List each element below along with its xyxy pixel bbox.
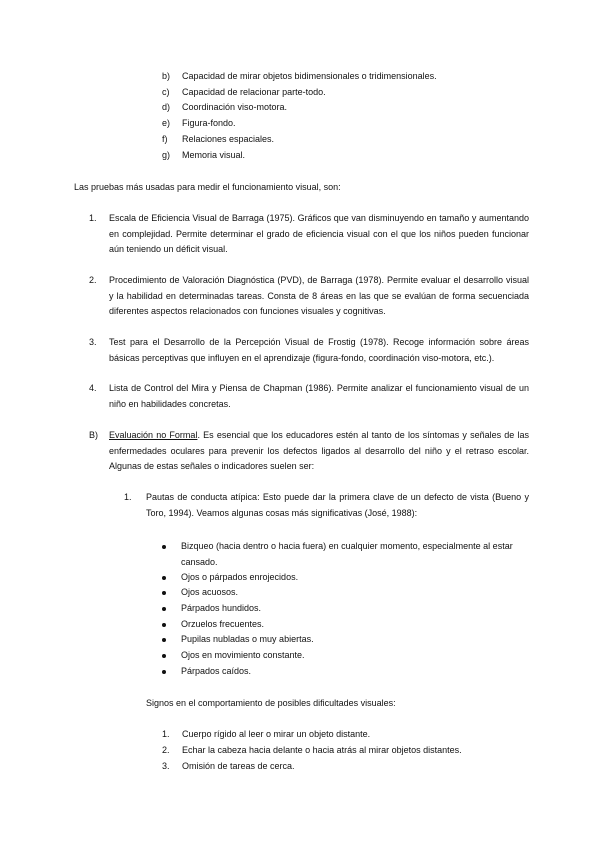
list-item-text: Echar la cabeza hacia delante o hacia atrás al mirar objetos distantes. [182,745,462,755]
list-marker: c) [162,87,170,97]
list-item-text: Lista de Control del Mira y Piensa de Chapman (1986). Permite analizar el funcionamiento visual de un niño en habilidades concretas. [109,383,529,409]
list-marker: g) [162,150,171,160]
section-b-body [109,428,529,475]
list-item-text: Relaciones espaciales. [182,134,275,144]
bullet-icon [162,623,166,627]
signs-heading: Signos en el comportamiento de posibles dificultades visuales: [146,698,396,708]
list-item-text: Omisión de tareas de cerca. [182,761,295,771]
list-item [162,85,326,101]
list-item-text: Párpados hundidos. [181,603,262,613]
list-marker: 4. [89,383,97,393]
list-item-text: Párpados caídos. [181,666,252,676]
section-title: Evaluación no Formal [109,430,198,440]
list-item-text: Cuerpo rígido al leer o mirar un objeto distante. [182,729,371,739]
list-marker: 1. [162,729,170,739]
list-marker: 1. [124,492,132,502]
list-item [162,617,529,633]
bullet-icon [162,654,166,658]
list-item [162,132,274,148]
section-b-text: . Es esencial que los educadores estén al tanto de los síntomas y señales de las enfermedades oculares para prevenir los defectos ligados al desarrollo del niño y el retraso escolar. Algunas de estas señales o indicadores suelen ser: [109,430,529,471]
bullet-icon [162,607,166,611]
list-item [162,539,529,570]
tests-heading: Las pruebas más usadas para medir el funcionamiento visual, son: [74,182,341,192]
list-item [162,664,529,680]
list-item-text: Test para el Desarrollo de la Percepción Visual de Frostig (1978). Recoge información sobre áreas básicas perceptivas que influyen en el aprendizaje (figura-fondo, coordinación viso-motora, etc.). [109,337,529,363]
list-item [162,100,287,116]
list-marker: 1. [89,213,97,223]
bullet-icon [162,591,166,595]
list-marker: 3. [89,337,97,347]
list-marker: e) [162,118,171,128]
list-item [162,601,529,617]
bullet-icon [162,638,166,642]
list-item-text: Coordinación viso-motora. [182,102,288,112]
list-item-text: Pupilas nubladas o muy abiertas. [181,634,314,644]
list-item-text: Ojos o párpados enrojecidos. [181,572,299,582]
list-item [162,648,529,664]
list-item [162,743,462,759]
list-marker: d) [162,102,171,112]
list-item [162,116,236,132]
list-marker: b) [162,71,171,81]
list-marker: 2. [89,275,97,285]
list-item-text: Capacidad de mirar objetos bidimensionales o tridimensionales. [182,71,437,81]
list-item-text: Escala de Eficiencia Visual de Barraga (1975). Gráficos que van disminuyendo en tamaño y aumentando en complejidad. Permite determinar el grado de eficiencia visual con el que los niños pueden funcionar aún teniendo un déficit visual. [109,213,529,254]
bullet-icon [162,576,166,580]
section-b [89,428,529,475]
list-item [162,585,529,601]
list-item-text: Capacidad de relacionar parte-todo. [182,87,326,97]
list-item [89,211,529,258]
list-item-text: Orzuelos frecuentes. [181,619,265,629]
list-item [162,759,295,775]
list-item [162,148,245,164]
list-item-text: Procedimiento de Valoración Diagnóstica (PVD), de Barraga (1978). Permite evaluar el desarrollo visual y la habilidad en determinadas tareas. Consta de 8 áreas en las que se evalúan de forma secuenciada diferentes aspectos relacionados con funciones visuales y cognitivas. [109,275,529,316]
list-item-text: Ojos acuosos. [181,587,239,597]
list-marker: 3. [162,761,170,771]
list-item [89,335,529,366]
list-item [89,381,529,412]
sub-item-text: Pautas de conducta atípica: Esto puede dar la primera clave de un defecto de vista (Bueno y Toro, 1994). Veamos algunas cosas más significativas (José, 1988): [146,492,529,518]
bullet-icon [162,545,166,549]
list-item-text: Figura-fondo. [182,118,236,128]
bullet-icon [162,670,166,674]
list-item [162,570,529,586]
list-item [162,632,529,648]
sub-item [124,490,529,521]
list-item-text: Bizqueo (hacia dentro o hacia fuera) en cualquier momento, especialmente al estar cansado. [181,541,513,567]
list-item [162,727,370,743]
section-marker: B) [89,430,98,440]
list-item [89,273,529,320]
list-item-text: Memoria visual. [182,150,246,160]
list-item-text: Ojos en movimiento constante. [181,650,305,660]
list-item [162,69,437,85]
list-marker: f) [162,134,168,144]
list-marker: 2. [162,745,170,755]
